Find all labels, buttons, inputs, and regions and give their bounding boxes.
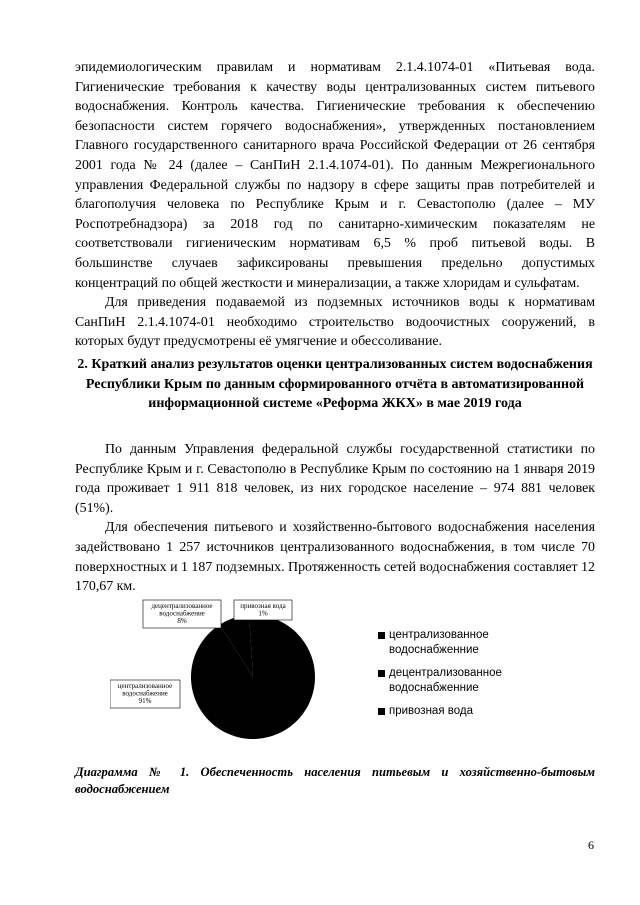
chart-caption: Диаграмма № 1. Обеспеченность населения питьевым и хозяйственно-бытовым водоснабжением bbox=[75, 765, 595, 796]
slice-label-text-0-2: 91% bbox=[138, 697, 152, 705]
slice-label-text-1-1: водоснабжение bbox=[159, 609, 205, 618]
slice-label-1 bbox=[143, 600, 221, 628]
legend-label-delivered: привозная вода bbox=[389, 705, 473, 717]
legend-swatch-centralized bbox=[378, 632, 385, 639]
paragraph-1: эпидемиологическим правилам и нормативам 2.1.4.1074-01 «Питьевая вода. Гигиенические требования к качеству воды централизованных систем питьевого водоснабжения. Контроль качества. Гигиенические требования к обеспечению безопасности систем горячего водоснабжения», утвержденных постановлением Главного государственного санитарного врача Российской Федерации от 26 сентября 2001 года № 24 (далее – СанПиН 2.1.4.1074-01). По данным Межрегионального управления Федеральной службы по надзору в сфере защиты прав потребителей и благополучия человека по Республике Крым и г. Севастополю (далее – МУ Роспотребнадзора) за 2018 год по санитарно-химическим показателям не соответствовали гигиеническим нормативам 6,5 % проб питьевой воды. В большинстве случаев зафиксированы превышения предельно допустимых концентраций по общей жесткости и минерализации, а также хлоридам и сульфатам. bbox=[75, 60, 595, 291]
slice-label-0 bbox=[110, 680, 180, 708]
paragraph-4: Для обеспечения питьевого и хозяйственно-бытового водоснабжения населения задействовано 1 257 источников централизованного водоснабжения, в том числе 70 поверхностных и 1 187 подземных. Протяженность сетей водоснабжения составляет 12 170,67 км. bbox=[75, 520, 595, 595]
legend-label-decentralized: децентрализованное водоснабженние bbox=[389, 667, 502, 694]
chart-legend bbox=[378, 628, 519, 728]
legend-swatch-decentralized bbox=[378, 670, 385, 677]
body-text-block-2 bbox=[75, 440, 595, 597]
slice-label-text-2-1: 1% bbox=[258, 609, 268, 618]
slice-label-text-0-0: централизованное bbox=[117, 682, 173, 690]
legend-item-decentralized bbox=[378, 666, 519, 695]
slice-label-text-1-0: децентрализованное bbox=[151, 602, 213, 610]
body-text-block-1 bbox=[75, 58, 595, 352]
slice-label-2 bbox=[234, 600, 292, 620]
legend-label-centralized: централизованное водоснабженние bbox=[389, 629, 489, 656]
page-number: 6 bbox=[588, 838, 594, 852]
paragraph-2: Для приведения подаваемой из подземных источников воды к нормативам СанПиН 2.1.4.1074-01 необходимо строительство водоочистных сооружений, в которых будут предусмотрены её умягчение и обессоливание. bbox=[75, 295, 595, 350]
slice-label-text-2-0: привозная вода bbox=[240, 602, 286, 610]
paragraph-3: По данным Управления федеральной службы государственной статистики по Республике Крым и г. Севастополю в Республике Крым по состоянию на 1 января 2019 года проживает 1 911 818 человек, из них городское население – 974 881 человек (51%). bbox=[75, 442, 595, 516]
legend-item-delivered bbox=[378, 704, 519, 719]
legend-item-centralized bbox=[378, 628, 519, 657]
slice-label-text-0-1: водоснабжение bbox=[122, 689, 168, 698]
section-heading: 2. Краткий анализ результатов оценки централизованных систем водоснабжения Республики Крым по данным сформированного отчёта в автоматизированной информационной системе «Реформа ЖКХ» в мае 2019 года bbox=[77, 357, 593, 411]
slice-label-text-1-2: 8% bbox=[177, 617, 187, 625]
legend-swatch-delivered bbox=[378, 708, 385, 715]
